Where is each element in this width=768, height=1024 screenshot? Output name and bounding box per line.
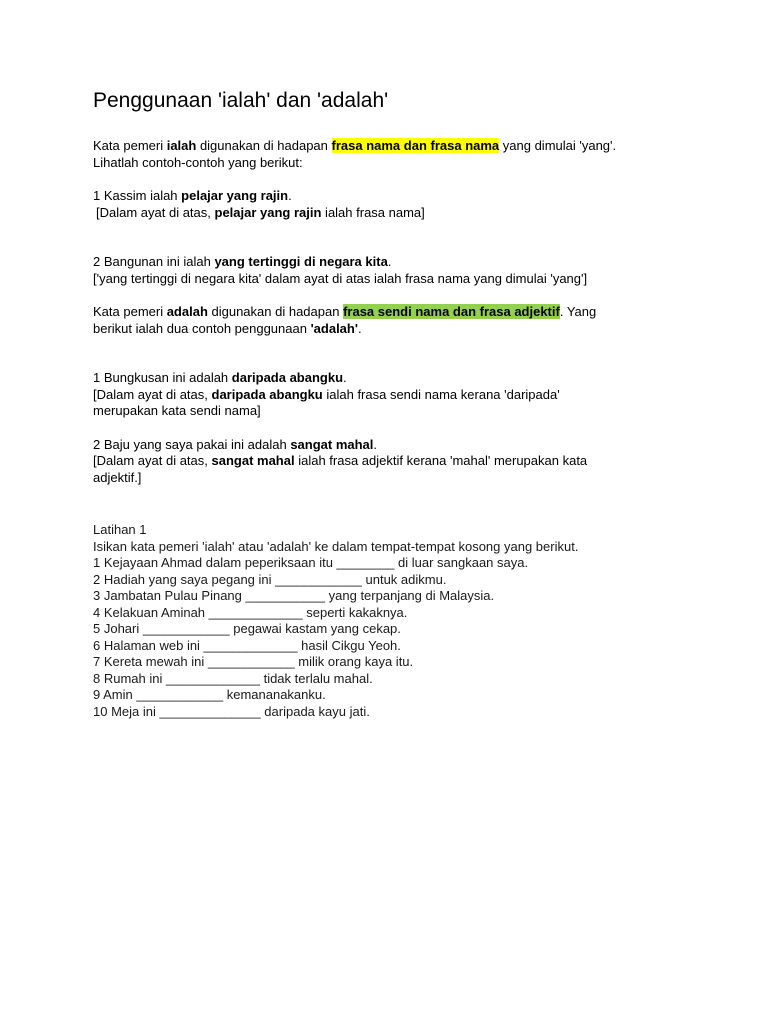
text-segment: digunakan di hadapan: [207, 304, 344, 319]
exercise-item: 8 Rumah ini _____________ tidak terlalu mahal.: [93, 670, 373, 686]
text-segment: ialah frasa sendi nama kerana 'daripada': [322, 386, 560, 402]
exercise-item: 3 Jambatan Pulau Pinang ___________ yang terpanjang di Malaysia.: [93, 588, 495, 603]
bold-term: yang tertinggi di negara kita: [214, 254, 388, 269]
text-segment: .: [288, 188, 292, 203]
example-3-note-line2: merupakan kata sendi nama]: [93, 403, 261, 418]
text-segment: yang dimulai 'yang'.: [499, 138, 617, 153]
text-segment: Kata pemeri: [93, 138, 167, 153]
exercise-item: 1 Kejayaan Ahmad dalam peperiksaan itu ________ di luar sangkaan saya.: [93, 555, 529, 570]
example-2-note: ['yang tertinggi di negara kita' dalam ayat di atas ialah frasa nama yang dimulai 'yang']: [93, 270, 588, 286]
text-segment: .: [373, 436, 378, 452]
example-2-sentence: [93, 254, 693, 271]
text-segment: digunakan di hadapan: [196, 138, 332, 153]
text-segment: .: [343, 370, 347, 385]
example-3-sentence: [93, 370, 693, 387]
text-segment: 2 Baju yang saya pakai ini adalah: [93, 436, 291, 452]
highlight-green: frasa sendi nama dan frasa adjektif: [343, 304, 560, 319]
example-4-note: [93, 453, 693, 470]
bold-term: adalah: [166, 304, 208, 319]
page-title: Penggunaan 'ialah' dan 'adalah': [93, 89, 389, 112]
exercise-heading: Latihan 1: [93, 522, 147, 537]
example-3-note: [93, 387, 693, 404]
exercise-item: 6 Halaman web ini _____________ hasil Cikgu Yeoh.: [93, 637, 401, 653]
bold-term: pelajar yang rajin: [214, 204, 322, 220]
example-1-note: [93, 205, 693, 222]
intro-adalah-line1: [93, 304, 693, 321]
bold-term: ialah: [166, 138, 197, 153]
example-4-sentence: [93, 437, 693, 454]
text-segment: ialah frasa adjektif kerana 'mahal' merupakan kata: [294, 453, 588, 468]
exercise-item: 9 Amin ____________ kemananakanku.: [93, 687, 326, 702]
text-segment: 1 Kassim ialah: [93, 188, 182, 203]
text-segment: .: [357, 320, 362, 336]
intro-ialah-line1: [93, 138, 693, 155]
bold-term: sangat mahal: [211, 453, 295, 468]
bold-term: daripada abangku: [211, 386, 323, 402]
exercise-item: 7 Kereta mewah ini ____________ milik orang kaya itu.: [93, 654, 414, 669]
intro-adalah-line2: [93, 321, 693, 338]
example-1-sentence: [93, 188, 693, 205]
bold-term: sangat mahal: [290, 436, 374, 452]
example-4-note-line2: adjektif.]: [93, 469, 142, 485]
bold-term: pelajar yang rajin: [181, 188, 289, 203]
intro-ialah-line2: Lihatlah contoh-contoh yang berikut:: [93, 154, 303, 170]
bold-term: daripada abangku: [231, 370, 344, 385]
text-segment: [Dalam ayat di atas,: [93, 453, 212, 468]
text-segment: .: [387, 254, 392, 269]
text-segment: 2 Bangunan ini ialah: [93, 254, 215, 269]
text-segment: . Yang: [559, 304, 597, 319]
document-page: [93, 86, 693, 720]
bold-term: 'adalah': [310, 320, 358, 336]
text-segment: [Dalam ayat di atas,: [93, 386, 212, 402]
text-segment: Kata pemeri: [93, 304, 167, 319]
highlight-yellow: frasa nama dan frasa nama: [331, 138, 500, 153]
exercise-item: 5 Johari ____________ pegawai kastam yang cekap.: [93, 621, 401, 636]
exercise-item: 4 Kelakuan Aminah _____________ seperti kakaknya.: [93, 604, 408, 620]
text-segment: berikut ialah dua contoh penggunaan: [93, 320, 311, 336]
exercise-item: 2 Hadiah yang saya pegang ini ____________ untuk adikmu.: [93, 571, 447, 587]
exercise-item: 10 Meja ini ______________ daripada kayu jati.: [93, 703, 370, 719]
text-segment: 1 Bungkusan ini adalah: [93, 370, 232, 385]
exercise-instruction: Isikan kata pemeri 'ialah' atau 'adalah' ke dalam tempat-tempat kosong yang berikut.: [93, 538, 579, 554]
text-segment: ialah frasa nama]: [321, 204, 425, 220]
text-segment: [Dalam ayat di atas,: [96, 204, 215, 220]
